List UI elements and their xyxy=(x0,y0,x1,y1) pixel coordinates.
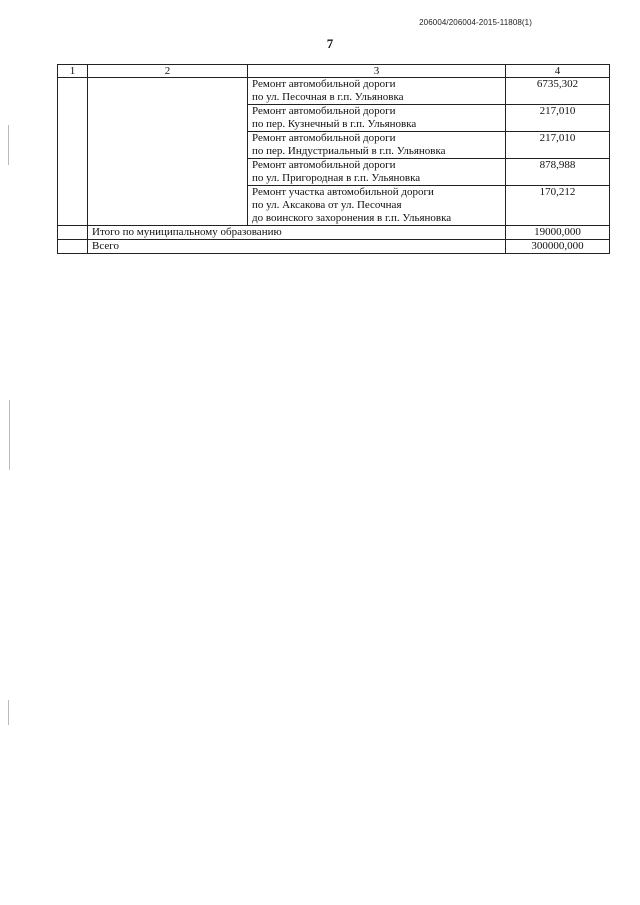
description-line: по ул. Аксакова от ул. Песочная xyxy=(252,199,402,211)
document-reference: 206004/206004-2015-11808(1) xyxy=(419,18,532,27)
total-label: Всего xyxy=(88,240,506,254)
row-amount: 217,010 xyxy=(506,105,610,132)
scan-artifact xyxy=(9,400,10,470)
column-header-3: 3 xyxy=(248,65,506,78)
subtotal-label: Итого по муниципальному образованию xyxy=(88,226,506,240)
description-line: по ул. Пригородная в г.п. Ульяновка xyxy=(252,172,421,184)
total-amount: 300000,000 xyxy=(506,240,610,254)
row-amount: 6735,302 xyxy=(506,78,610,105)
description-line: Ремонт автомобильной дороги xyxy=(252,105,396,117)
total-row xyxy=(58,240,610,254)
table-header-row xyxy=(58,65,610,78)
description-line: по пер. Кузнечный в г.п. Ульяновка xyxy=(252,118,417,130)
empty-cell-col1 xyxy=(58,78,88,226)
empty-cell-col2 xyxy=(88,78,248,226)
row-amount: 170,212 xyxy=(506,186,610,226)
row-amount: 217,010 xyxy=(506,132,610,159)
row-description xyxy=(248,159,506,186)
description-line: Ремонт автомобильной дороги xyxy=(252,78,396,90)
description-line: Ремонт автомобильной дороги xyxy=(252,159,396,171)
table-row xyxy=(58,78,610,105)
subtotal-amount: 19000,000 xyxy=(506,226,610,240)
row-description xyxy=(248,78,506,105)
description-line: Ремонт автомобильной дороги xyxy=(252,132,396,144)
row-description xyxy=(248,186,506,226)
subtotal-row xyxy=(58,226,610,240)
description-line: по пер. Индустриальный в г.п. Ульяновка xyxy=(252,145,446,157)
row-description xyxy=(248,132,506,159)
row-description xyxy=(248,105,506,132)
description-line: до воинского захоронения в г.п. Ульяновка xyxy=(252,212,452,224)
column-header-2: 2 xyxy=(88,65,248,78)
column-header-1: 1 xyxy=(58,65,88,78)
column-header-4: 4 xyxy=(506,65,610,78)
description-line: Ремонт участка автомобильной дороги xyxy=(252,186,434,198)
description-line: по ул. Песочная в г.п. Ульяновка xyxy=(252,91,404,103)
row-amount: 878,988 xyxy=(506,159,610,186)
scan-artifact xyxy=(8,700,9,725)
budget-table xyxy=(57,64,610,254)
page-number: 7 xyxy=(326,36,334,51)
empty-cell-col1 xyxy=(58,226,88,240)
scan-artifact xyxy=(8,125,9,165)
empty-cell-col1 xyxy=(58,240,88,254)
